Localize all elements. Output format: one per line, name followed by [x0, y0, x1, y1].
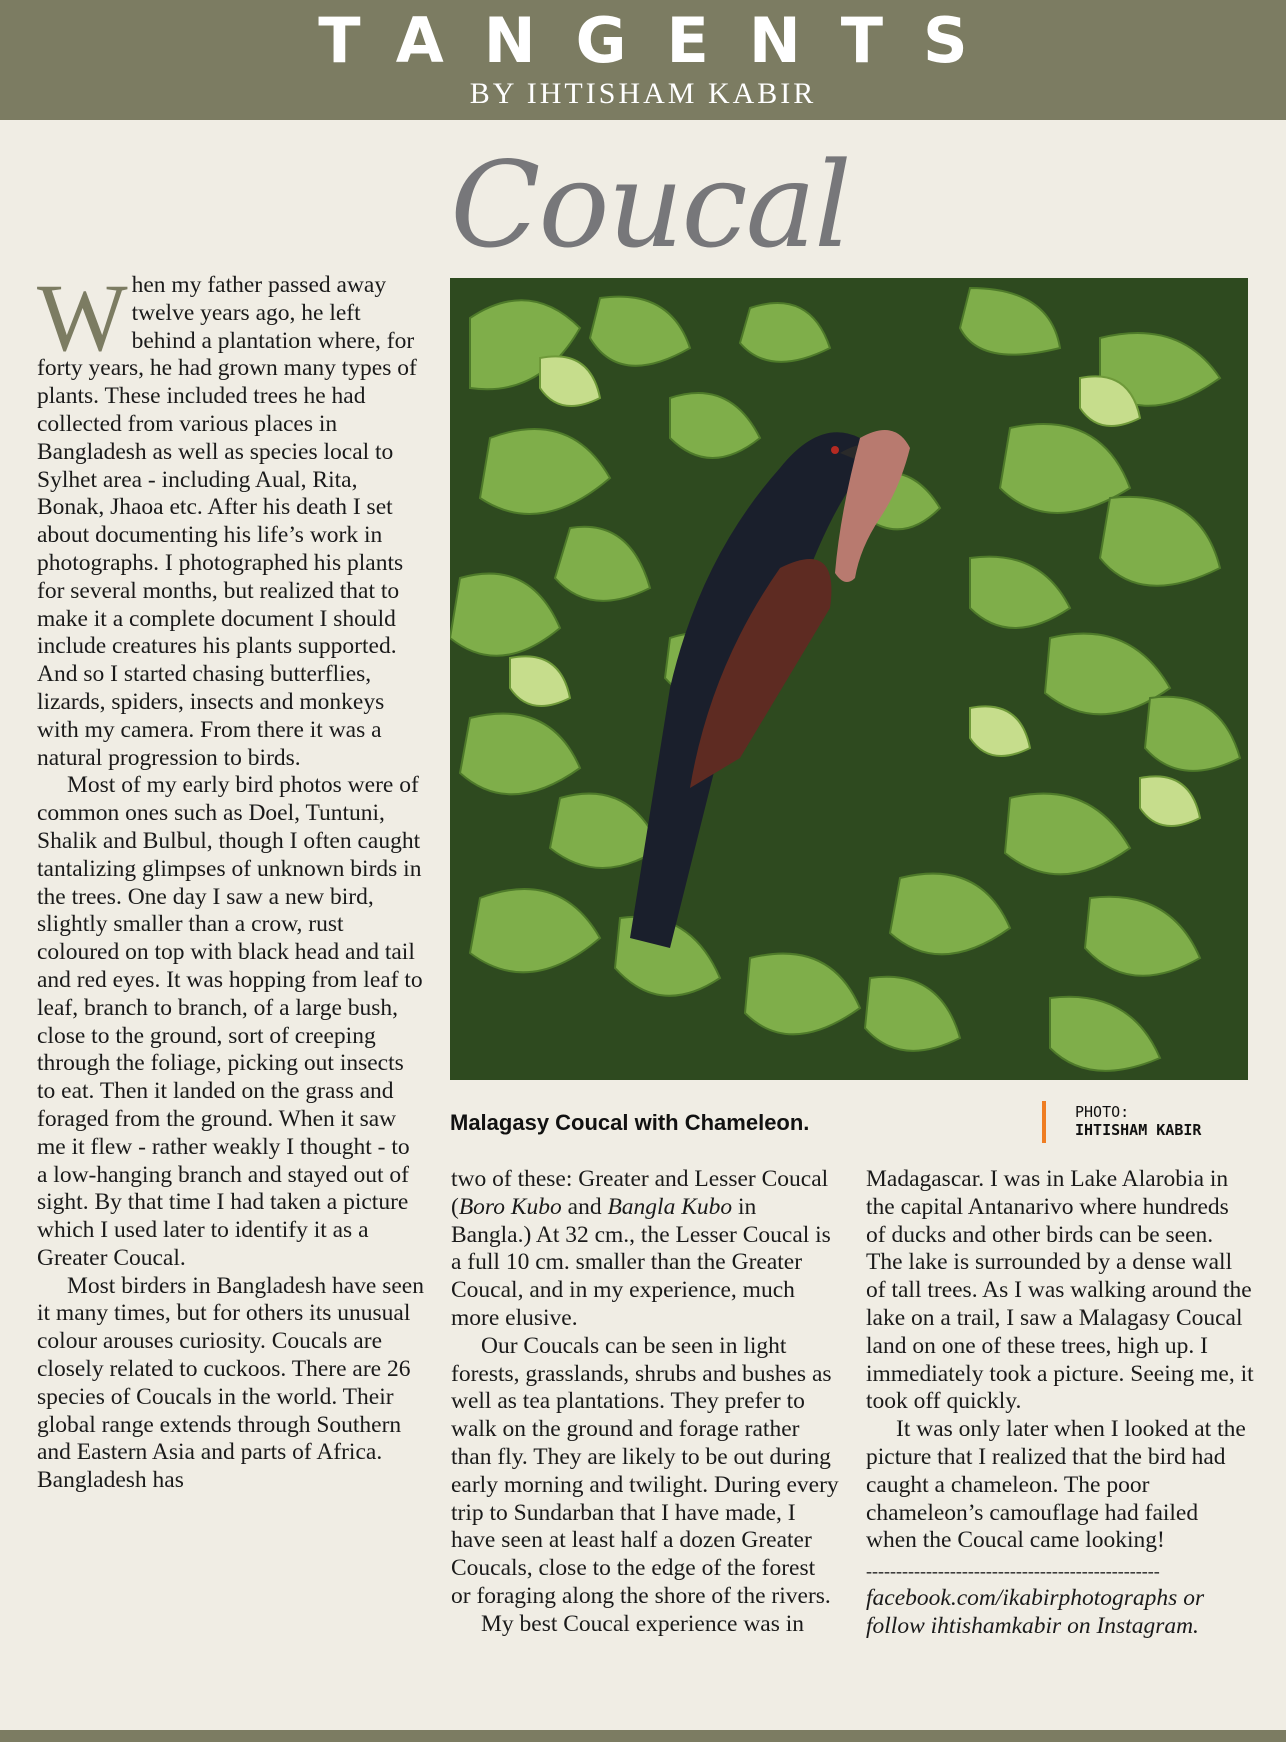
bangla-term: Boro Kubo	[458, 1193, 562, 1220]
byline: BY IHTISHAM KABIR	[469, 77, 817, 110]
article-column-1	[37, 264, 425, 1495]
drop-cap: W	[37, 264, 128, 371]
paragraph-text: hen my father passed away twelve years ago, he left behind a plantation where, for forty years, he had grown many types of plants. These included trees he had collected from various places in Bangladesh as well as species local to Sylhet area - including Aual, Rita, Bonak, Jhaoa etc. After his death I set about documenting his life’s work in photographs. I photographed his plants for several months, but realized that to make it a complete document I should include creatures his plants supported. And so I started chasing butterflies, lizards, spiders, insects and monkeys with my camera. From there it was a natural progression to birds.	[37, 272, 417, 771]
paragraph	[451, 1166, 839, 1333]
masthead	[0, 0, 1286, 120]
bird-foliage-image	[450, 278, 1248, 1080]
paragraph-text: two of these: Greater and Lesser Coucal (	[451, 1166, 829, 1220]
paragraph: It was only later when I looked at the picture that I realized that the bird had caught a chameleon. The poor chameleon’s camouflage had failed when the Coucal came looking!	[866, 1416, 1246, 1554]
credit-name: IHTISHAM KABIR	[1075, 1121, 1202, 1139]
paragraph-text: and	[561, 1193, 608, 1220]
paragraph: My best Coucal experience was in	[481, 1610, 805, 1637]
coucal-photo	[450, 278, 1248, 1080]
paragraph: Our Coucals can be seen in light forests, grasslands, shrubs and bushes as well as tea plantations. They prefer to walk on the ground and forage rather than fly. They are likely to be out during early morning and twilight. During every trip to Sundarban that I have made, I have seen at least half a dozen Greater Coucals, close to the edge of the forest or foraging along the shore of the rivers.	[451, 1332, 839, 1609]
credit-label: PHOTO:	[1075, 1103, 1130, 1121]
article-headline: Coucal	[450, 136, 850, 274]
article-column-2	[451, 1166, 839, 1639]
paragraph: Madagascar. I was in Lake Alarobia in the capital Antanarivo where hundreds of ducks and other birds can be seen. The lake is surrounded by a dense wall of tall trees. As I was walking around the lake on a trail, I saw a Malagasy Coucal land on one of these trees, high up. I immediately took a picture. Seeing me, it took off quickly.	[866, 1166, 1254, 1415]
photo-credit	[1075, 1103, 1201, 1139]
footer-bar	[0, 1730, 1286, 1742]
article-column-3	[866, 1166, 1254, 1641]
paragraph: Most of my early bird photos were of common ones such as Doel, Tuntuni, Shalik and Bulbul, though I often caught tantalizing glimpses of unknown birds in the trees. One day I saw a new bird, slightly smaller than a crow, rust coloured on top with black head and tail and red eyes. It was hopping from leaf to leaf, branch to branch, of a large bush, close to the ground, sort of creeping through the foliage, picking out insects to eat. Then it landed on the grass and foraged from the ground. When it saw me it flew - rather weakly I thought - to a low-hanging branch and stayed out of sight. By that time I had taken a picture which I used later to identify it as a Greater Coucal.	[37, 772, 423, 1271]
paragraph	[37, 264, 425, 772]
section-title: TANGENTS	[318, 4, 1008, 77]
paragraph-text: in Bangla.) At 32 cm., the Lesser Coucal is a full 10 cm. smaller than the Greater Coucal, and in my experience, much more elusive.	[451, 1193, 831, 1331]
photo-caption: Malagasy Coucal with Chameleon.	[450, 1110, 810, 1135]
social-links[interactable]: facebook.com/ikabirphotographs or follow ihtishamkabir on Instagram.	[866, 1585, 1205, 1639]
bangla-term: Bangla Kubo	[607, 1193, 733, 1220]
credit-accent-bar	[1042, 1101, 1046, 1143]
paragraph: Most birders in Bangladesh have seen it many times, but for others its unusual colour arouses curiosity. Coucals are closely related to cuckoos. There are 26 species of Coucals in the world. Their global range extends through Southern and Eastern Asia and parts of Africa. Bangladesh has	[37, 1272, 424, 1494]
divider: -------------------------------------------------	[866, 1561, 1160, 1582]
